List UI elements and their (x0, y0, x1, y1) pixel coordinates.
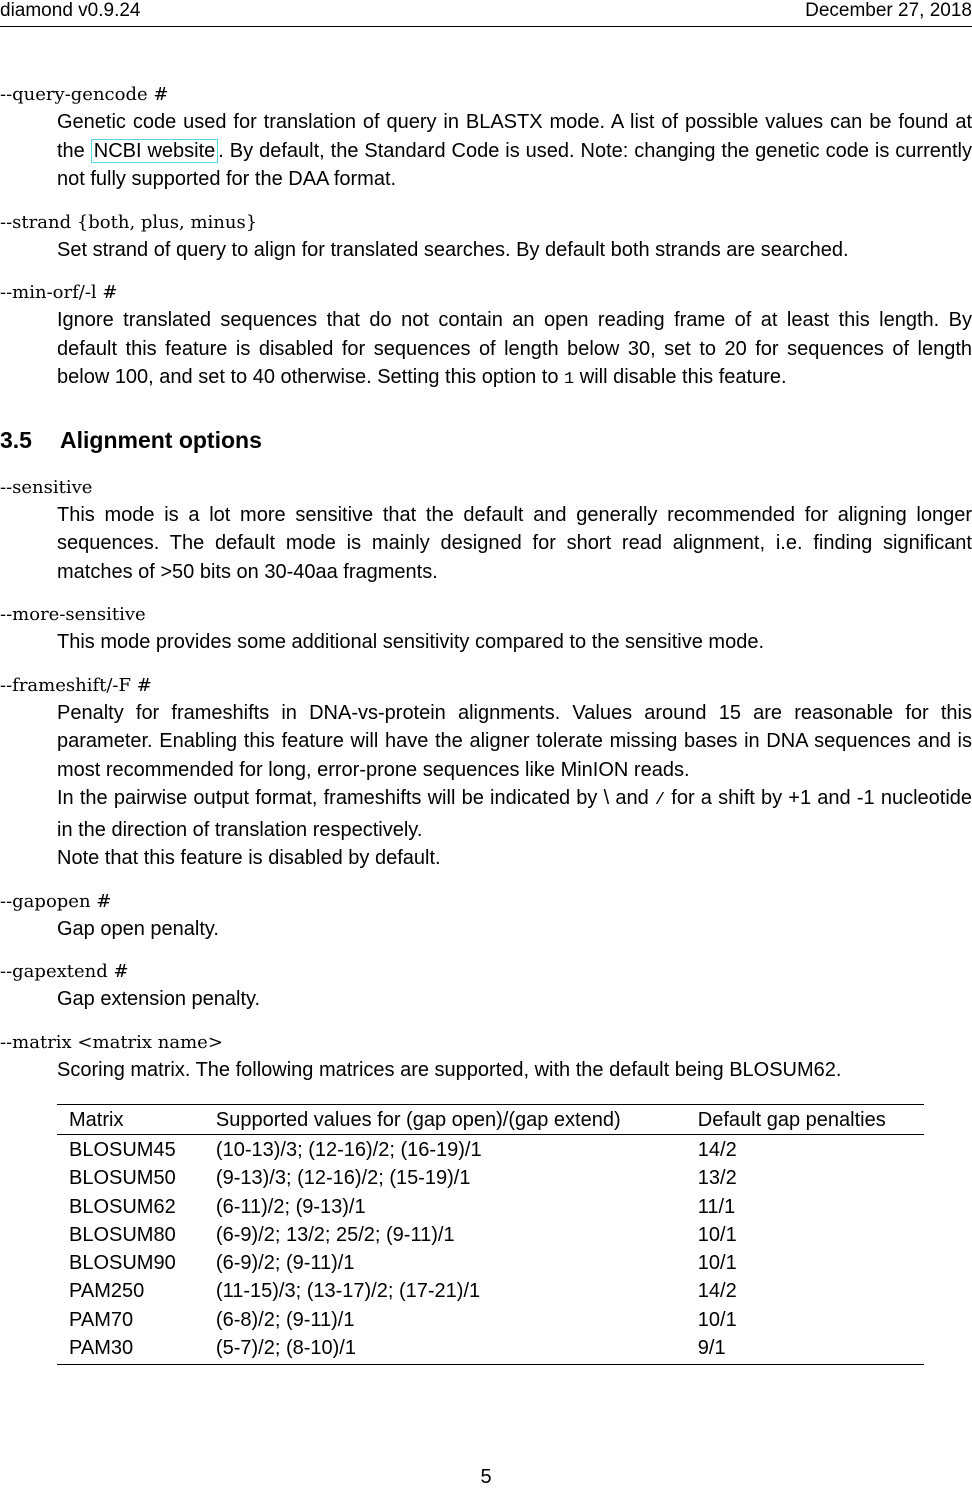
option-matrix (0, 1030, 972, 1085)
option-values: {both, plus, minus} (76, 211, 258, 233)
table-row: BLOSUM80 (6-9)/2; 13/2; 25/2; (9-11)/1 10/1 (69, 1223, 737, 1246)
option-gapopen (0, 889, 972, 944)
page-header (0, 0, 972, 27)
column-header: Default gap penalties (686, 1105, 924, 1135)
table-row: BLOSUM45 (10-13)/3; (12-16)/2; (16-19)/1 14/2 (69, 1139, 737, 1161)
option-name: --matrix <matrix name> (0, 1031, 223, 1053)
option-description: This mode is a lot more sensitive that the default and generally recommended for aligning longer sequences. The default mode is mainly designed for short read alignment, i.e. finding significant matches of >50 bits on 30-40aa fragments. (57, 503, 972, 583)
header-date: December 27, 2018 (805, 0, 972, 21)
option-name: --min-orf/-l # (0, 282, 118, 303)
option-name: --gapopen # (0, 890, 112, 912)
option-min-orf (0, 280, 972, 395)
option-description: Gap open penalty. (57, 917, 219, 940)
option-query-gencode (0, 82, 972, 194)
table-row: BLOSUM50 (9-13)/3; (12-16)/2; (15-19)/1 13/2 (69, 1167, 737, 1190)
option-description: Gap extension penalty. (57, 988, 261, 1010)
table-row: BLOSUM90 (6-9)/2; (9-11)/1 10/1 (69, 1252, 737, 1275)
option-description: Ignore translated sequences that do not contain an open reading frame of at least this length. By default this feature is disabled for sequences of length below 30, set to 20 for sequences of length below 100, and set to 40 otherwise. Setting this option to 1 will disable this feature. (57, 309, 972, 389)
table-row: PAM250 (11-15)/3; (13-17)/2; (17-21)/1 14/2 (69, 1280, 737, 1303)
ncbi-website-link[interactable]: NCBI website (91, 139, 219, 163)
option-description: Set strand of query to align for translated searches. By default both strands are searched. (57, 238, 849, 261)
column-header: Supported values for (gap open)/(gap extend) (204, 1105, 686, 1135)
inline-code: 1 (564, 370, 575, 389)
table-row: BLOSUM62 (6-11)/2; (9-13)/1 11/1 (69, 1195, 736, 1218)
section-heading (0, 425, 972, 455)
option-description: Penalty for frameshifts in DNA-vs-protein alignments. Values around 15 are reasonable for this parameter. Enabling this feature will have the aligner tolerate missing bases in DNA sequences and is most recommended for long, error-prone sequences like MinION reads. In the pairwise output format, frameshifts will be indicated by \ and / for a shift by +1 and -1 nucleotide in the direction of translation respectively. Note that this feature is disabled by default. (57, 701, 972, 869)
page-number: 5 (480, 1466, 492, 1488)
page-content (0, 82, 972, 1365)
option-name: --frameshift/-F # (0, 674, 152, 696)
option-frameshift (0, 673, 972, 873)
section-number: 3.5 (0, 426, 32, 453)
option-description: This mode provides some additional sensitivity compared to the sensitive mode. (57, 631, 765, 653)
table-row: PAM70 (6-8)/2; (9-11)/1 10/1 (69, 1308, 737, 1331)
option-description: Scoring matrix. The following matrices are supported, with the default being BLOSUM62. (57, 1058, 842, 1081)
option-name: --gapextend # (0, 961, 129, 982)
option-sensitive (0, 475, 972, 587)
option-name: --sensitive (0, 476, 93, 498)
option-more-sensitive (0, 602, 972, 657)
table-row: PAM30 (5-7)/2; (8-10)/1 9/1 (57, 1334, 924, 1365)
column-header: Matrix (57, 1105, 204, 1135)
inline-code: / (654, 791, 666, 810)
option-description: Genetic code used for translation of query in BLASTX mode. A list of possible values can be found at the NCBI website . By default, the Standard Code is used. Note: changing the genetic code is currently not fully supported for the DAA format. (57, 111, 972, 190)
matrix-table (57, 1104, 924, 1365)
section-title: Alignment options (60, 426, 262, 453)
option-strand (0, 210, 972, 265)
option-gapextend (0, 959, 972, 1014)
header-title: diamond v0.9.24 (0, 0, 141, 21)
option-name: --more-sensitive (0, 604, 146, 625)
option-name: --strand {both, plus, minus} (0, 211, 258, 233)
table-header-row (57, 1105, 924, 1135)
option-name: --query-gencode # (0, 84, 169, 105)
